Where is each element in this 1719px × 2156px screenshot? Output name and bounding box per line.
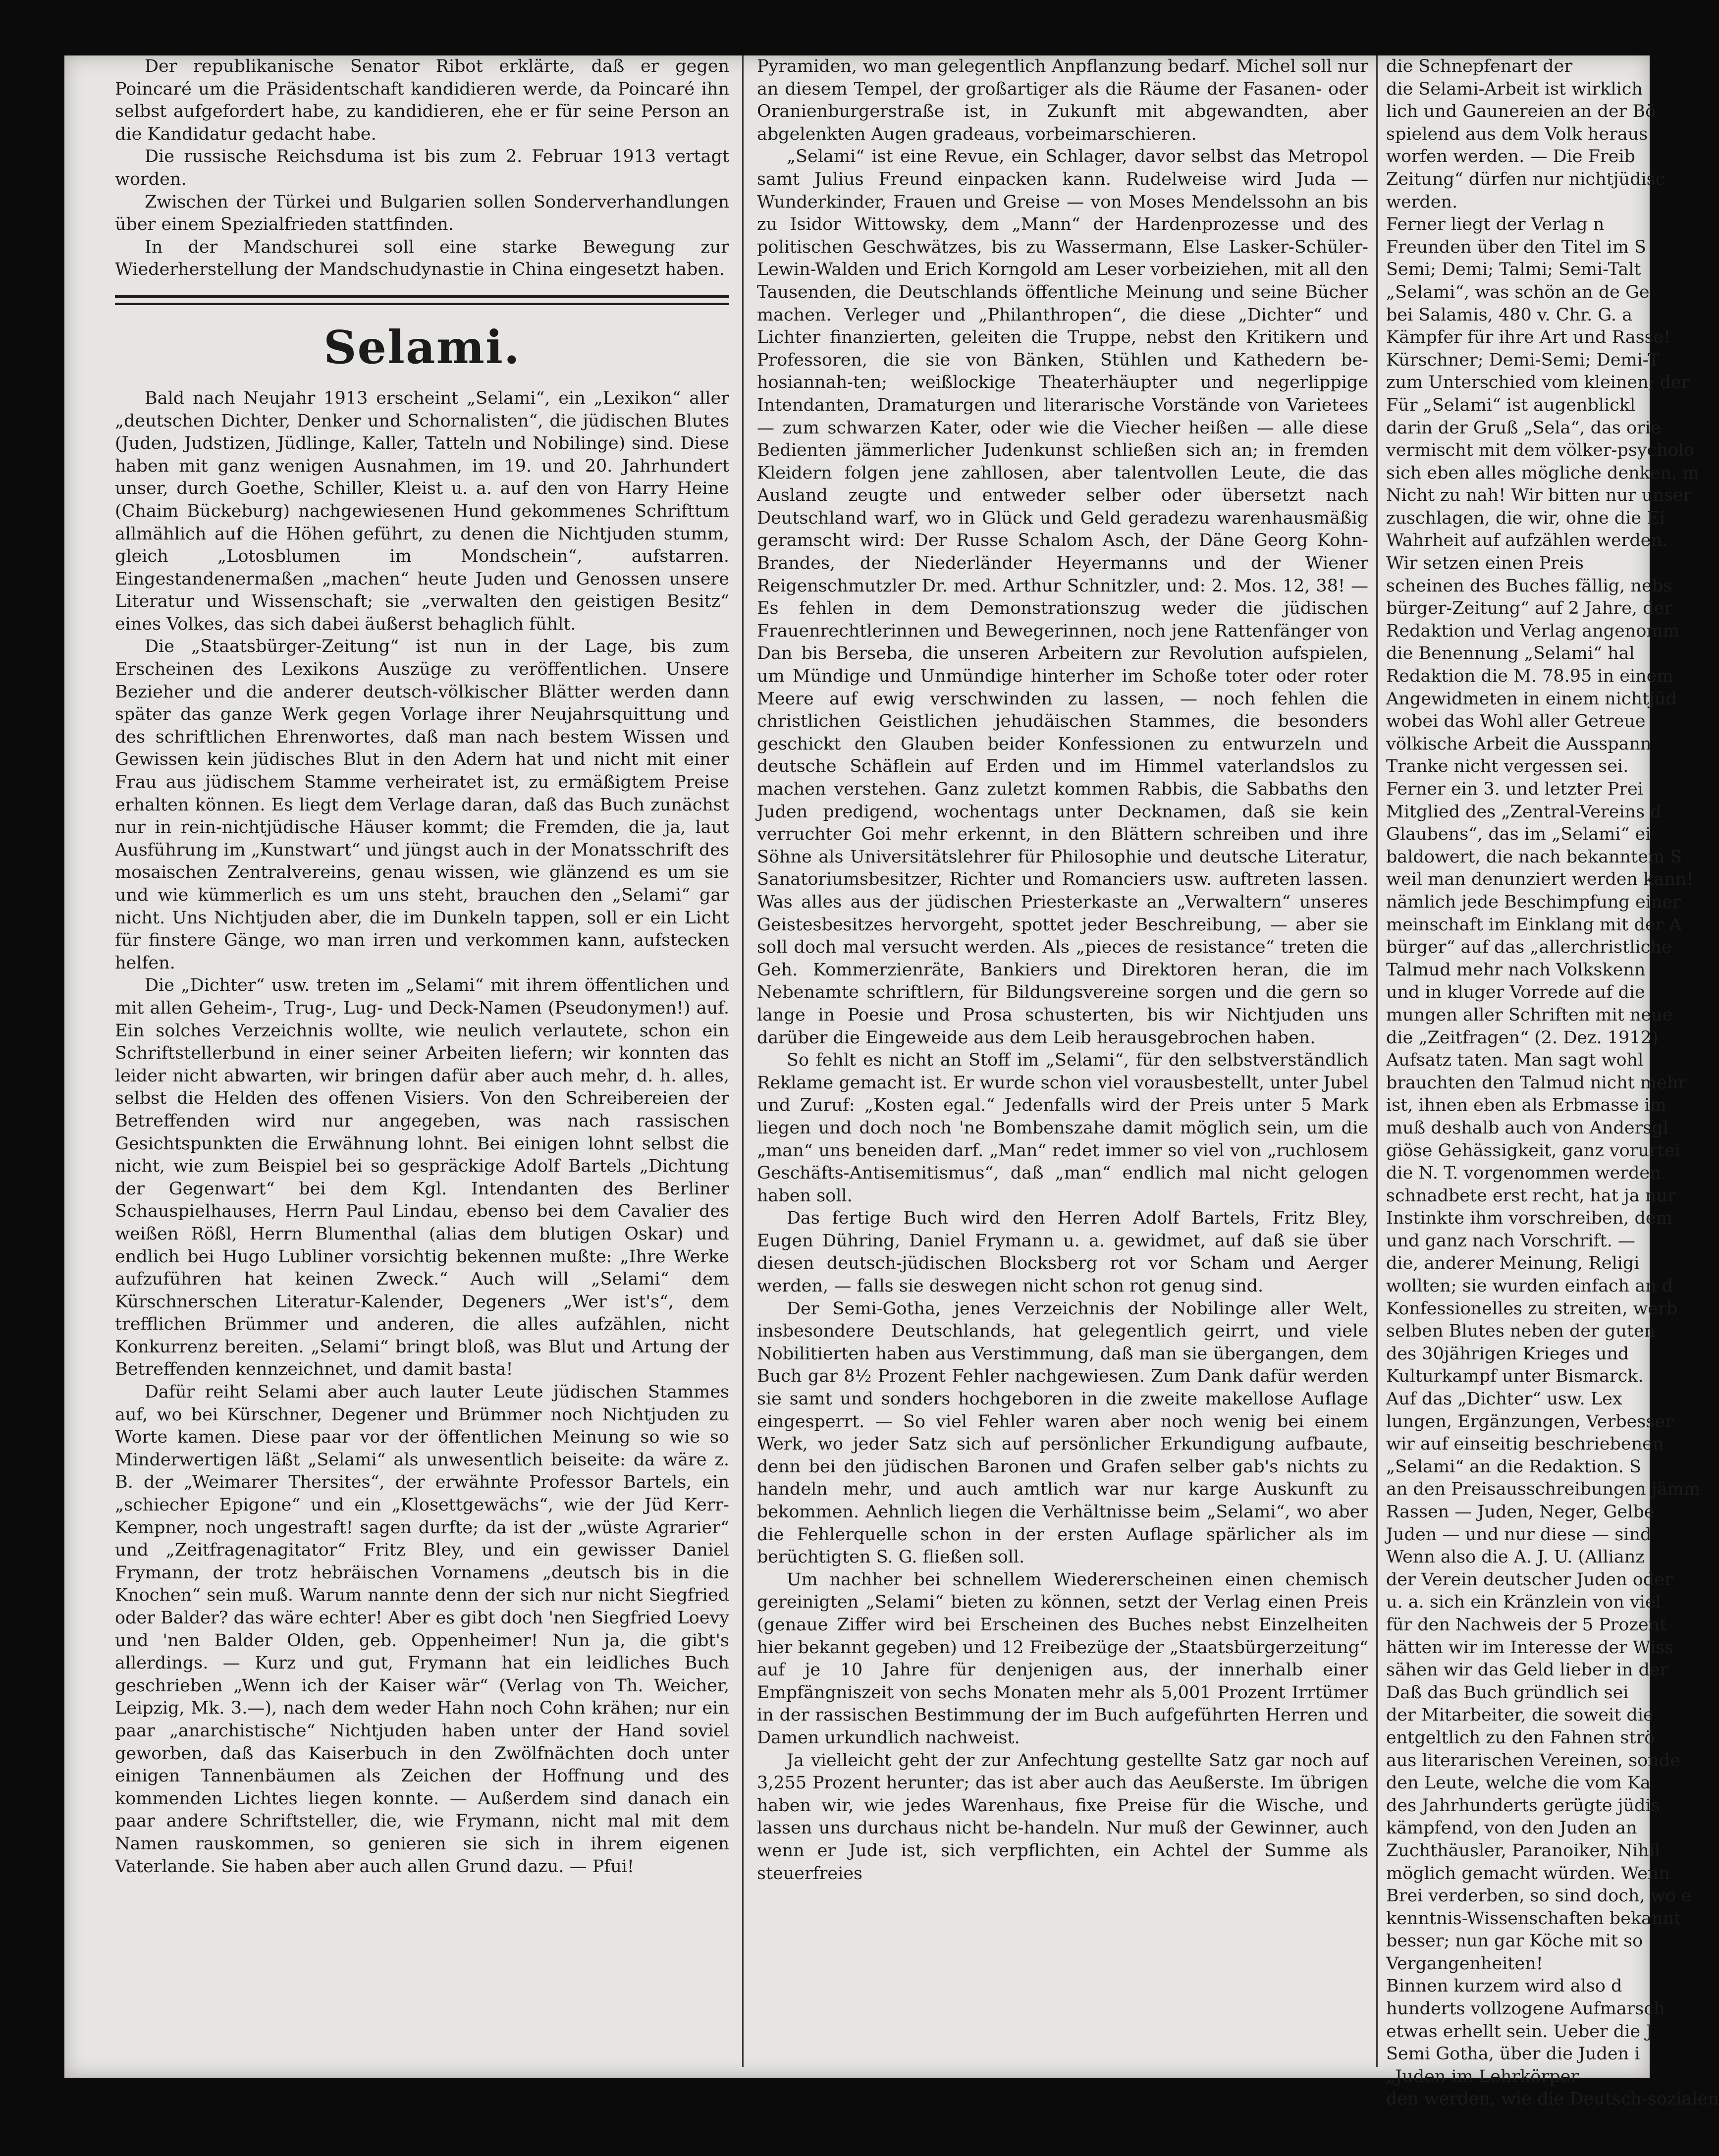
column-3-line: bürger-Zeitung“ auf 2 Jahre, der xyxy=(1386,598,1673,619)
column-3-line: vermischt mit dem völker-psycholo xyxy=(1386,440,1695,461)
newspaper-page xyxy=(64,55,1719,2109)
section-separator xyxy=(115,295,729,305)
column-3-line: den werden, wie die Deutsch-sozialen xyxy=(1386,2089,1719,2109)
column-3-line: Semi; Demi; Talmi; Semi-Talt xyxy=(1386,260,1641,280)
column-3-line: etwas erhellt sein. Ueber die J xyxy=(1386,2021,1653,2042)
column-3-line: Daß das Buch gründlich sei xyxy=(1386,1682,1629,1703)
column-3-line: weil man denunziert werden kann! xyxy=(1386,869,1694,890)
news-item: Die russische Reichsduma ist bis zum 2. Februar 1913 vertagt worden. xyxy=(115,147,729,189)
column-3-line: an den Preisausschreibungen jämm xyxy=(1386,1479,1700,1500)
column-3-line: Freunden über den Titel im S xyxy=(1386,237,1647,257)
column-3-line: u. a. sich ein Kränzlein von viel xyxy=(1386,1592,1661,1613)
column-3-line: giöse Gehässigkeit, ganz vorurtei xyxy=(1386,1140,1680,1161)
column-3-line: wobei das Wohl aller Getreue xyxy=(1386,711,1646,732)
column-3-line: Instinkte ihm vorschreiben, dem xyxy=(1386,1208,1672,1229)
column-3-line: kenntnis-Wissenschaften bekannt xyxy=(1386,1908,1681,1929)
column-3-line: entgeltlich zu den Fahnen strö xyxy=(1386,1727,1655,1748)
column-3-line: des Jahrhunderts gerügte jüdis xyxy=(1386,1795,1660,1816)
column-3-line: Wir setzen einen Preis xyxy=(1386,553,1584,574)
column-rule-2 xyxy=(1376,55,1378,2067)
article-paragraph: Bald nach Neujahr 1913 erscheint „Selami“, ein „Lexikon“ aller „deutschen Dichter, Denker und Schornalisten“, die jüdischen Blutes (Juden, Judstizen, Jüdlinge, Kaller, Tatteln und Nobilinge) sind. Diese haben mit ganz wenigen Ausnahmen, im 19. und 20. Jahrhundert unser, durch Goethe, Schiller, Kleist u. a. auf den von Harry Heine (Chaim Bückeburg) nachgewiesenen Hund gekommenes Schrifttum allmählich auf die Höhen geführt, zu denen die Nichtjuden stumm, gleich „Lotosblumen im Mondschein“, aufstarren. Eingestandenermaßen „machen“ heute Juden und Genossen unsere Literatur und Wissenschaft; sie „verwalten den geistigen Besitz“ eines Volkes, das sich dabei äußerst behaglich fühlt. xyxy=(115,388,729,634)
column-3-line: darin der Gruß „Sela“, das orie xyxy=(1386,418,1661,438)
column-3-line: Juden — und nur diese — sind xyxy=(1386,1524,1652,1545)
column-3-line: die „Zeitfragen“ (2. Dez. 1912) xyxy=(1386,1027,1659,1048)
column-3-line: besser; nun gar Köche mit so xyxy=(1386,1931,1643,1951)
article-paragraph: Pyramiden, wo man gelegentlich Anpflanzung bedarf. Michel soll nur an diesem Tempel, der großartiger als die Räume der Fasanen- oder Oranienburgerstraße ist, in Zukunft mit abgewandten, aber abgelenkten Augen gradeaus, vorbeimarschieren. xyxy=(757,56,1368,144)
column-3-line: Konfessionelles zu streiten, werb xyxy=(1386,1298,1678,1319)
column-3-line: Zuchthäusler, Paranoiker, Nihil xyxy=(1386,1840,1661,1861)
column-3-line: die Benennung „Selami“ hal xyxy=(1386,644,1635,664)
column-3-line: ist, ihnen eben als Erbmasse im xyxy=(1386,1095,1666,1116)
column-3-line: zum Unterschied vom kleinen; der xyxy=(1386,373,1690,393)
column-3-line: die, anderer Meinung, Religi xyxy=(1386,1253,1640,1274)
column-3-line: Brei verderben, so sind doch, wo e xyxy=(1386,1886,1692,1906)
column-3-line: wir auf einseitig beschriebenen xyxy=(1386,1434,1664,1455)
column-3-line: Mitglied des „Zentral-Vereins d xyxy=(1386,802,1662,822)
column-3-line: völkische Arbeit die Ausspann xyxy=(1386,734,1652,754)
column-3-line: meinschaft im Einklang mit der A xyxy=(1386,915,1682,935)
column-3-line: „Selami“, was schön an de Ge xyxy=(1386,282,1650,302)
article-paragraph: Um nachher bei schnellem Wiedererscheinen einen chemisch gereinigten „Selami“ bieten zu können, setzt der Verlag einen Preis (genaue Ziffer wird bei Erscheinen des Buches nebst Einzelheiten hier bekannt gegeben) und 12 Freibezüge der „Staatsbürgerzeitung“ auf je 10 Jahre für denjenigen aus, der innerhalb einer Empfängniszeit von sechs Monaten mehr als 5,001 Prozent Irrtümer in der rassischen Bestimmung der im Buch aufgeführten Herren und Damen urkundlich nachweist. xyxy=(757,1569,1368,1748)
column-3-line: „Juden im Lehrkörper xyxy=(1386,2066,1579,2087)
column-3-line: nämlich jede Beschimpfung einer xyxy=(1386,892,1681,912)
article-paragraph: So fehlt es nicht an Stoff im „Selami“, für den selbstverständlich Reklame gemacht ist. Er wurde schon viel vorausbestellt, unter Jubel und Zuruf: „Kosten egal.“ Jedenfalls wird der Preis unter 5 Mark liegen und doch noch 'ne Bombenszahe damit möglich sein, um die „man“ uns beneiden darf. „Man“ redet immer so viel von „ruchlosem Geschäfts-Antisemitismus“, daß „man“ endlich mal nicht gelogen haben soll. xyxy=(757,1050,1368,1206)
column-2 xyxy=(757,55,1368,2042)
column-3-line: baldowert, die nach bekanntem S xyxy=(1386,847,1682,867)
column-3-line: sich eben alles mögliche denken, m xyxy=(1386,463,1699,483)
column-3-line: Glaubens“, das im „Selami“ ei xyxy=(1386,824,1651,845)
column-3-line: aus literarischen Vereinen, sonde xyxy=(1386,1750,1680,1771)
column-3-line: schnadbete erst recht, hat ja nur xyxy=(1386,1186,1676,1206)
column-3-line: brauchten den Talmud nicht mehr xyxy=(1386,1073,1687,1093)
film-edge-top xyxy=(74,0,1680,57)
column-3-line: lich und Gaunereien an der Bö xyxy=(1386,102,1656,122)
column-3-line: wollten; sie wurden einfach an d xyxy=(1386,1276,1673,1296)
column-3-line: Semi Gotha, über die Juden i xyxy=(1386,2044,1640,2064)
column-3-line: der Verein deutscher Juden oder xyxy=(1386,1569,1673,1590)
column-3-line: Wenn also die A. J. U. (Allianz xyxy=(1386,1547,1645,1567)
column-3-line: Redaktion die M. 78.95 in einem xyxy=(1386,666,1673,687)
article-paragraph: Der Semi-Gotha, jenes Verzeichnis der Nobilinge aller Welt, insbesondere Deutschlands, hat gelegentlich geirrt, und viele Nobilitierten haben aus Verstimmung, daß man sie übergangen, dem Buch gar 8½ Prozent Fehler nachgewiesen. Zum Dank dafür werden sie samt und sonders hochgeboren in die zweite makellose Auflage eingesperrt. — So viel Fehler waren aber noch wenig bei einem Werk, wo jeder Satz sich auf persönlicher Erkundigung aufbaute, denn bei den jüdischen Baronen und Grafen selber gab's nichts zu handeln mehr, und auch amtlich war nur karge Auskunft zu bekommen. Aehnlich liegen die Verhältnisse beim „Selami“, wo aber die Fehlerquelle schon in der ersten Auflage spärlicher als im berüchtigten S. G. fließen soll. xyxy=(757,1298,1368,1567)
column-3-line: Zeitung“ dürfen nur nichtjüdisc xyxy=(1386,169,1665,189)
news-item: In der Mandschurei soll eine starke Bewegung zur Wiederherstellung der Mandschudynastie in China eingesetzt haben. xyxy=(115,237,729,280)
column-3-line: Für „Selami“ ist augenblickl xyxy=(1386,395,1636,415)
column-3-line: Vergangenheiten! xyxy=(1386,1953,1543,1974)
article-paragraph: „Selami“ ist eine Revue, ein Schlager, davor selbst das Metropol samt Julius Freund einpacken kann. Rudelweise wird Juda — Wunderkinder, Frauen und Greise — von Moses Mendelssohn an bis zu Isidor Wittowsky, dem „Mann“ der Hardenprozesse und des politischen Geschwätzes, bis zu Wassermann, Else Lasker-Schüler-Lewin-Walden und Erich Korngold am Leser vorbeiziehen, mit all den Tausenden, die Deutschlands öffentliche Meinung und seine Bücher machen. Verleger und „Philanthropen“, die diese „Dichter“ und Lichter finanzierten, geleiten die Truppe, nebst den Kritikern und Professoren, die sie von Bänken, Stühlen und Kathedern be-hosiannah-ten; weißlockige Theaterhäupter und negerlippige Intendanten, Dramaturgen und literarische Vorstände von Varietees — zum schwarzen Kater, oder wie die Viecher heißen — alle diese Bedienten jämmerlicher Judenkunst schließen sich an; in fremden Kleidern folgen jene zahllosen, aber talentvollen Leute, die das Ausland zeugte und entweder selber oder übersetzt nach Deutschland warf, wo in Glück und Geld geradezu warenhausmäßig geramscht wird: Der Russe Schalom Asch, der Däne Georg Kohn-Brandes, der Niederländer Heyermanns und der Wiener Reigenschmutzler Dr. med. Arthur Schnitzler, und: 2. Mos. 12, 38! — Es fehlen in dem Demonstrationszug weder die jüdischen Frauenrechtlerinnen und Bewegerinnen, noch jene Rattenfänger von Dan bis Berseba, die unseren Arbeitern zur Revolution aufspielen, um Mündige und Unmündige hinterher im Schoße toter oder roter Meere auf ewig verschwinden zu lassen, — noch fehlen die christlichen Geistlichen jehudäischen Stammes, die besonders geschickt den Glauben beider Konfessionen zu entwurzeln und deutsche Schäflein auf Erden und im Himmel vaterlandslos zu machen verstehen. Ganz zuletzt kommen Rabbis, die Sabbaths den Juden predigend, wochentags unter Decknamen, daß sie kein verruchter Goi mehr erkennt, in den Blättern schreiben und ihre Söhne als Universitätslehrer für Philosophie und deutsche Literatur, Sanatoriumsbesitzer, Richter und Romanciers usw. auftreten lassen. Was alles aus der jüdischen Priesterkaste an „Verwaltern“ unseres Geistesbesitzes hervorgeht, spottet jeder Beschreibung, — aber sie soll doch mal versucht werden. Als „pieces de resistance“ treten die Geh. Kommerzienräte, Bankiers und Direktoren heran, die im Nebenamte schriftlern, für Bildungsvereine sorgen und die gern so lange in Poesie und Prosa schusterten, bis wir Nichtjuden uns darüber die Eingeweide aus dem Leib herausgebrochen haben. xyxy=(757,147,1369,1048)
column-3-line: spielend aus dem Volk heraus xyxy=(1386,124,1648,144)
column-3-line: den Leute, welche die vom Ka xyxy=(1386,1773,1651,1793)
column-3-line: und in kluger Vorrede auf die xyxy=(1386,982,1645,1003)
column-3-line: Angewidmeten in einem nichtjüd xyxy=(1386,689,1677,709)
column-3-line: und ganz nach Vorschrift. — xyxy=(1386,1231,1635,1251)
column-3-line: scheinen des Buches fällig, nebs xyxy=(1386,576,1672,596)
column-3-line: Ferner ein 3. und letzter Prei xyxy=(1386,779,1643,799)
column-rule-1 xyxy=(742,55,744,2067)
column-3-line: die Schnepfenart der xyxy=(1386,56,1573,76)
column-3-line: möglich gemacht würden. Wenn xyxy=(1386,1863,1670,1884)
column-3-line: Kämpfer für ihre Art und Rasse! xyxy=(1386,327,1671,348)
column-3-line: Auf das „Dichter“ usw. Lex xyxy=(1386,1389,1622,1409)
column-3-line: Tranke nicht vergessen sei. xyxy=(1386,756,1629,777)
column-3-cropped xyxy=(1386,55,1719,2109)
column-3-line: bürger“ auf das „allerchristliche xyxy=(1386,937,1672,958)
column-3-line: muß deshalb auch von Andersgl xyxy=(1386,1118,1668,1138)
article-paragraph: Das fertige Buch wird den Herren Adolf Bartels, Fritz Bley, Eugen Dühring, Daniel Frymann u. a. gewidmet, auf daß sie über diesen deutsch-jüdischen Blocksberg rot vor Scham und Aerger werden, — falls sie deswegen nicht schon rot genug sind. xyxy=(757,1208,1368,1296)
column-3-line: Binnen kurzem wird also d xyxy=(1386,1976,1622,1996)
column-3-line: hunderts vollzogene Aufmarsch xyxy=(1386,1999,1665,2019)
column-3-line: selben Blutes neben der guten xyxy=(1386,1321,1656,1342)
column-3-line: worfen werden. — Die Freib xyxy=(1386,147,1635,167)
column-3-line: „Selami“ an die Redaktion. S xyxy=(1386,1456,1641,1477)
column-3-line: für den Nachweis der 5 Prozent xyxy=(1386,1615,1667,1635)
article-paragraph: Ja vielleicht geht der zur Anfechtung gestellte Satz gar noch auf 3,255 Prozent herunter; das ist aber auch das Aeußerste. Im übrigen haben wir, wie jedes Warenhaus, fixe Preise für die Wische, und lassen uns durchaus nicht be-handeln. Nur muß der Gewinner, auch wenn er Jude ist, sich verpflichten, ein Achtel der Summe als steuerfreies xyxy=(757,1750,1368,1884)
column-3-line: Rassen — Juden, Neger, Gelbe xyxy=(1386,1502,1655,1522)
column-3-line: zuschlagen, die wir, ohne die Ei xyxy=(1386,508,1665,528)
column-3-line: des 30jährigen Krieges und xyxy=(1386,1344,1629,1364)
column-3-line: der Mitarbeiter, die soweit die xyxy=(1386,1705,1654,1725)
column-1 xyxy=(115,55,729,2042)
column-3-line: lungen, Ergänzungen, Verbesser xyxy=(1386,1411,1673,1432)
article-paragraph: Die „Dichter“ usw. treten im „Selami“ mit ihrem öffentlichen und mit allen Geheim-, Trug-, Lug- und Deck-Namen (Pseudonymen!) auf. Ein solches Verzeichnis wollte, wie neulich verlautete, schon ein Schriftstellerbund in einer seiner Arbeiten liefern; wir konnten das leider nicht abwarten, wir bringen dafür aber auch mehr, d. h. alles, selbst die Helden des offenen Visiers. Von den Schreibereien der Betreffenden wird nur angegeben, was nach rassischen Gesichtspunkten die Erwähnung lohnt. Bei einigen lohnt selbst die nicht, wie zum Beispiel bei so gespräckige Adolf Bartels „Dichtung der Gegenwart“ bei dem Kgl. Intendanten des Berliner Schauspielhauses, Herrn Paul Lindau, ebenso bei dem Cavalier des weißen Rößl, Herrn Blumenthal (alias dem blutigen Oskar) und endlich bei Hugo Lubliner vorsichtig bekennen mußte: „Ihre Werke aufzuführen hat keinen Zweck.“ Auch will „Selami“ dem Kürschnerschen Literatur-Kalender, Degeners „Wer ist's“, dem trefflichen Brümmer und anderen, die alles aufzählen, nicht Konkurrenz bereiten. „Selami“ bringt bloß, was Blut und Artung der Betreffenden kennzeichnet, und damit basta! xyxy=(115,975,729,1380)
column-3-line: hätten wir im Interesse der Wiss xyxy=(1386,1637,1674,1658)
news-item: Der republikanische Senator Ribot erklärte, daß er gegen Poincaré um die Präsidentschaft kandidieren werde, da Poincaré ihn selbst aufgefordert habe, zu kandidieren, ehe er für seine Person an die Kandidatur gedacht habe. xyxy=(115,56,729,144)
column-3-line: Aufsatz taten. Man sagt wohl xyxy=(1386,1050,1644,1071)
column-3-line: sähen wir das Geld lieber in der xyxy=(1386,1660,1668,1680)
column-3-line: werden. xyxy=(1386,192,1458,212)
article-headline: Selami. xyxy=(323,320,521,374)
column-3-line: die Selami-Arbeit ist wirklich xyxy=(1386,79,1643,99)
news-item: Zwischen der Türkei und Bulgarien sollen Sonderverhandlungen über einem Spezialfrieden stattfinden. xyxy=(115,192,729,235)
column-3-line: bei Salamis, 480 v. Chr. G. a xyxy=(1386,305,1633,325)
column-3-line: kämpfend, von den Juden an xyxy=(1386,1818,1637,1838)
column-3-line: Kulturkampf unter Bismarck. xyxy=(1386,1366,1644,1387)
column-3-line: Wahrheit auf aufzählen werden. xyxy=(1386,531,1668,551)
article-paragraph: Dafür reiht Selami aber auch lauter Leute jüdischen Stammes auf, wo bei Kürschner, Degener und Brümmer noch Nichtjuden zu Worte kamen. Diese paar vor der öffentlichen Meinung so wie so Minderwertigen läßt „Selami“ als unwesentlich beiseite: da wäre z. B. der „Weimarer Thersites“, der erwähnte Professor Bartels, ein „schiecher Epigone“ und ein „Klosettgewächs“, wie der Jüd Kerr-Kempner, noch ungestraft! sagen durfte; da ist der „wüste Agrarier“ und „Zeitfragenagitator“ Fritz Bley, und ein gewisser Daniel Frymann, der trotz hebräischen Vornamens „deutsch bis in die Knochen“ sein muß. Warum nannte denn der sich nur nicht Siegfried oder Balder? das wäre echter! Aber es gibt doch 'nen Siegfried Loevy und 'nen Balder Olden, geb. Oppenheimer! Nun ja, die gibt's allerdings. — Kurz und gut, Frymann hat ein leidliches Buch geschrieben „Wenn ich der Kaiser wär“ (Verlag von Th. Weicher, Leipzig, Mk. 3.—), nach dem weder Hahn noch Cohn krähen; nur ein paar „anarchistische“ Nichtjuden haben unter der Hand soviel geworben, daß das Kaiserbuch in den Zwölfnächten doch unter einigen Tannenbäumen als Zeichen der Hoffnung und des kommenden Lichtes liegen konnte. — Außerdem sind danach ein paar andere Schriftsteller, die, wie Frymann, nicht mal mit dem Namen rauskommen, so genieren sie sich in ihrem eigenen Vaterlande. Sie haben aber auch allen Grund dazu. — Pfui! xyxy=(115,1382,729,1877)
column-3-line: Talmud mehr nach Volkskenn xyxy=(1386,960,1646,980)
column-3-line: mungen aller Schriften mit neue xyxy=(1386,1005,1673,1025)
column-3-line: Ferner liegt der Verlag n xyxy=(1386,215,1605,235)
news-briefs xyxy=(115,55,729,281)
column-3-line: die N. T. vorgenommen werden xyxy=(1386,1163,1661,1184)
article-paragraph: Die „Staatsbürger-Zeitung“ ist nun in der Lage, bis zum Erscheinen des Lexikons Auszüge zu veröffentlichen. Unsere Bezieher und die anderer deutsch-völkischer Blätter werden dann später das ganze Werk gegen Vorlage ihrer Neujahrsquittung und des schriftlichen Ehrenwortes, daß man nach bestem Wissen und Gewissen kein jüdisches Blut in den Adern hat und nicht mit einer Frau aus jüdischem Stamme verheiratet ist, zu ermäßigtem Preise erhalten können. Es liegt dem Verlage daran, daß das Buch zunächst nur in rein-nichtjüdische Häuser kommt; die Fremden, die ja, laut Ausführung im „Kunstwart“ und jüngst auch in der Monatsschrift des mosaischen Zentralvereins, genau wissen, wie glänzend es um sie und wie kümmerlich es um uns steht, brauchen den „Selami“ gar nicht. Uns Nichtjuden aber, die im Dunkeln tappen, soll er ein Licht für finstere Gänge, wo man irren und verkommen kann, aufstecken helfen. xyxy=(115,637,729,973)
column-3-line: Nicht zu nah! Wir bitten nur unser xyxy=(1386,485,1692,506)
column-3-line: Kürschner; Demi-Semi; Demi-T xyxy=(1386,350,1660,370)
column-3-line: Redaktion und Verlag angenomm xyxy=(1386,621,1679,641)
